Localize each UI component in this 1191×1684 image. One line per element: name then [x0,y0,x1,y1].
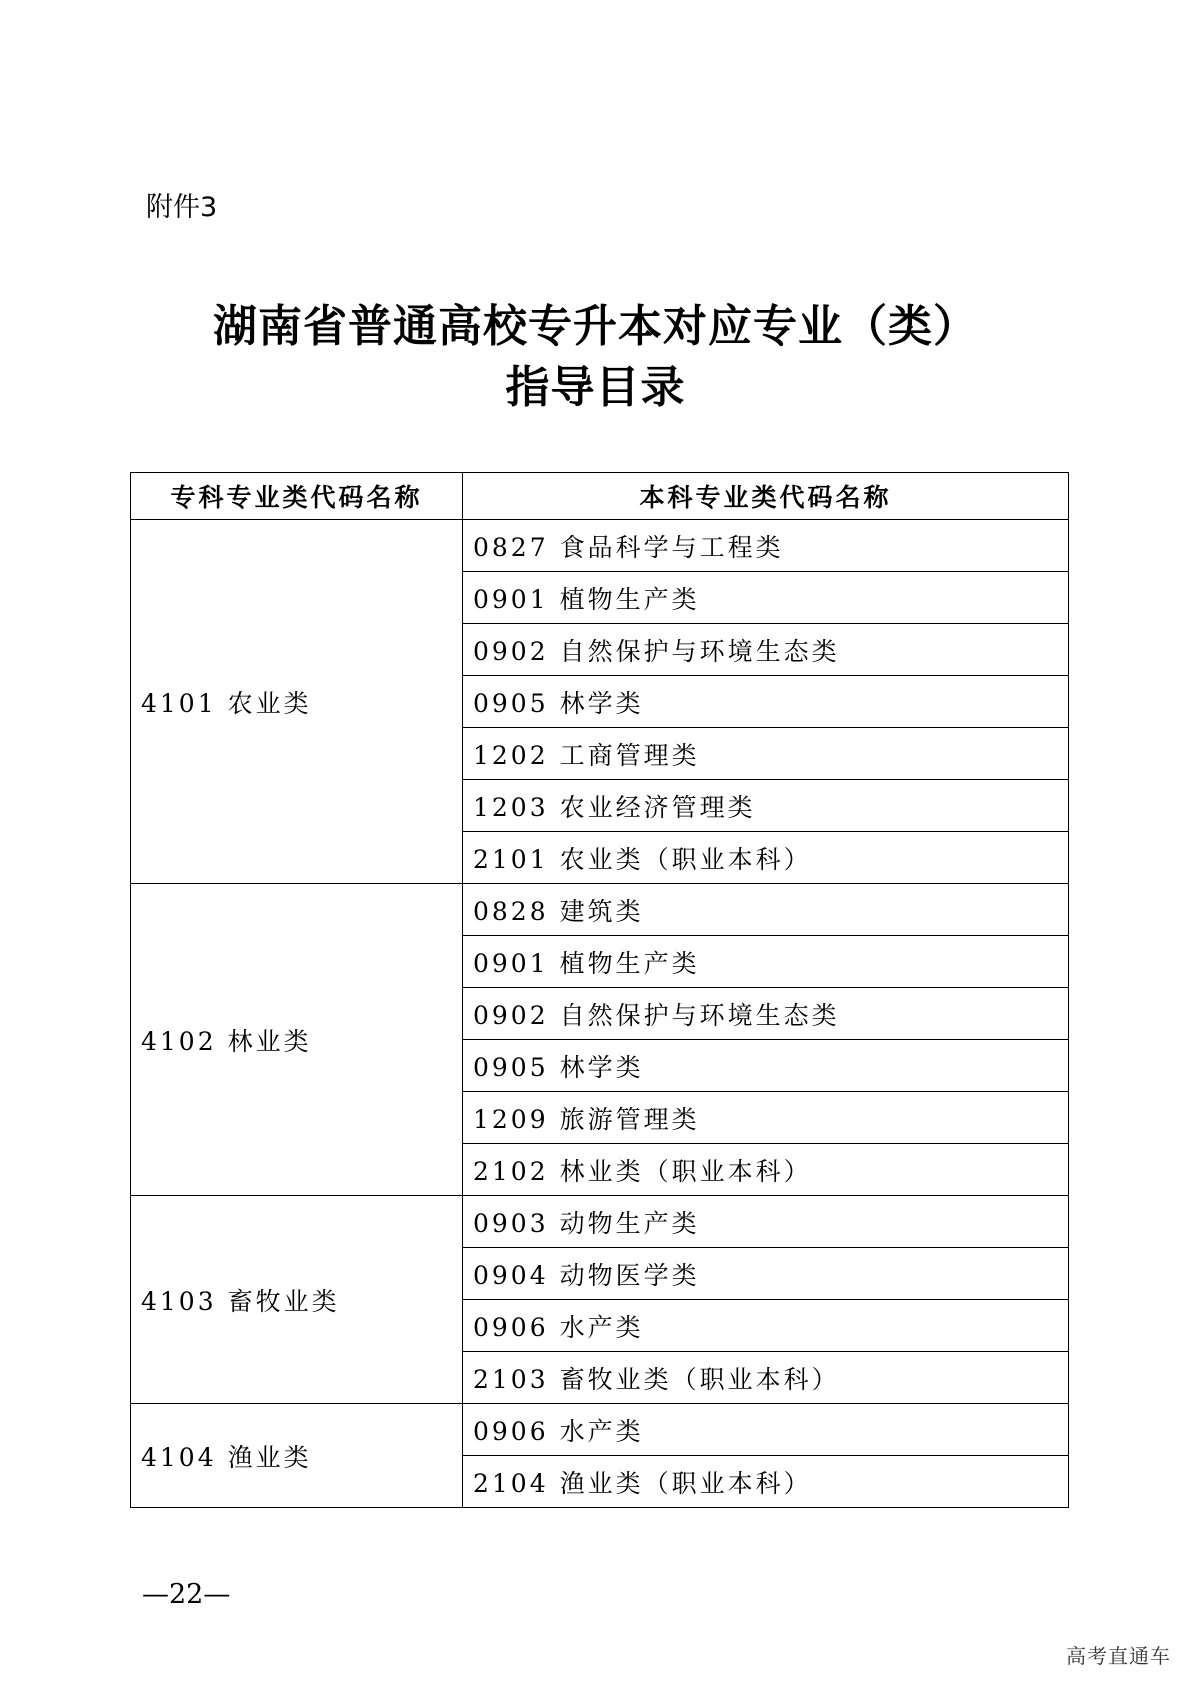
attachment-label: 附件3 [146,192,218,223]
junior-major-cell: 4102 林业类 [131,884,463,1196]
undergraduate-major-cell: 0906 水产类 [463,1300,1069,1352]
junior-major-cell: 4103 畜牧业类 [131,1196,463,1404]
junior-major-cell: 4104 渔业类 [131,1404,463,1508]
undergraduate-major-cell: 0902 自然保护与环境生态类 [463,988,1069,1040]
undergraduate-major-cell: 0901 植物生产类 [463,572,1069,624]
undergraduate-major-cell: 0905 林学类 [463,1040,1069,1092]
table-row [131,884,1069,936]
table-row [131,1404,1069,1456]
undergraduate-major-cell: 0827 食品科学与工程类 [463,520,1069,572]
table-header-row [131,473,1069,520]
undergraduate-major-cell: 0906 水产类 [463,1404,1069,1456]
watermark-text: 高考直通车 [1066,1644,1171,1668]
undergraduate-major-cell: 2102 林业类（职业本科） [463,1144,1069,1196]
undergraduate-major-cell: 0828 建筑类 [463,884,1069,936]
undergraduate-major-cell: 1202 工商管理类 [463,728,1069,780]
table-row [131,520,1069,572]
major-correspondence-table [130,472,1069,1508]
undergraduate-major-cell: 2104 渔业类（职业本科） [463,1456,1069,1508]
undergraduate-major-cell: 1209 旅游管理类 [463,1092,1069,1144]
undergraduate-major-cell: 0901 植物生产类 [463,936,1069,988]
undergraduate-major-cell: 0902 自然保护与环境生态类 [463,624,1069,676]
undergraduate-major-cell: 2103 畜牧业类（职业本科） [463,1352,1069,1404]
junior-major-header: 专科专业类代码名称 [131,473,463,520]
undergraduate-major-cell: 1203 农业经济管理类 [463,780,1069,832]
junior-major-cell: 4101 农业类 [131,520,463,884]
undergraduate-major-cell: 2101 农业类（职业本科） [463,832,1069,884]
table-row [131,1196,1069,1248]
undergraduate-major-header: 本科专业类代码名称 [463,473,1069,520]
undergraduate-major-cell: 0905 林学类 [463,676,1069,728]
undergraduate-major-cell: 0904 动物医学类 [463,1248,1069,1300]
document-title-line-1: 湖南省普通高校专升本对应专业（类） [213,301,978,352]
document-title-line-2: 指导目录 [505,362,686,413]
page-number: —22— [142,1579,231,1610]
undergraduate-major-cell: 0903 动物生产类 [463,1196,1069,1248]
